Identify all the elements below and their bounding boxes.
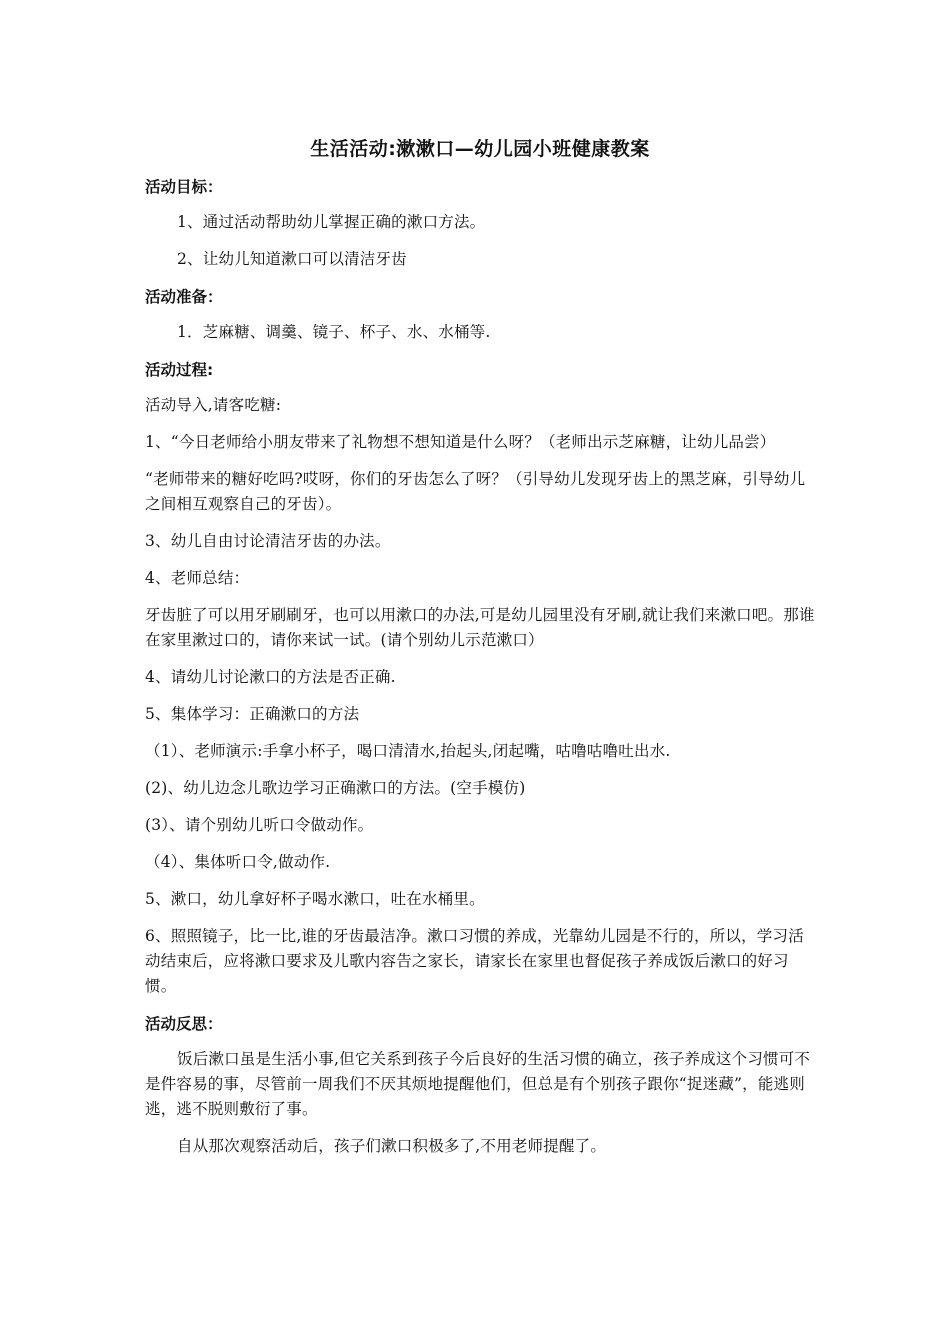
process-paragraph: 4、老师总结： <box>145 569 250 587</box>
reflection-paragraph: 饭后漱口虽是生活小事,但它关系到孩子今后良好的生活习惯的确立，孩子养成这个习惯可不是件容易的事，尽管前一周我们不厌其烦地提醒他们，但总是有个别孩子跟你“捉迷藏”，能逃则逃，逃不脱则敷衍了事。 <box>145 1050 811 1118</box>
section-heading-reflection: 活动反思： <box>145 1015 223 1033</box>
process-paragraph: 6、照照镜子，比一比,谁的牙齿最洁净。漱口习惯的养成，光靠幼儿园是不行的，所以，学习活动结束后，应将漱口要求及儿歌内容告之家长，请家长在家里也督促孩子养成饭后漱口的好习惯。 <box>145 927 804 995</box>
process-paragraph: 5、漱口，幼儿拿好杯子喝水漱口，吐在水桶里。 <box>145 890 485 908</box>
process-paragraph: (2)、幼儿边念儿歌边学习正确漱口的方法。(空手模仿) <box>145 779 526 797</box>
process-paragraph: 牙齿脏了可以用牙刷刷牙，也可以用漱口的办法,可是幼儿园里没有牙刷,就让我们来漱口吧。那谁在家里漱过口的，请你来试一试。(请个别幼儿示范漱口） <box>145 606 815 649</box>
process-paragraph: “老师带来的糖好吃吗?哎呀，你们的牙齿怎么了呀？（引导幼儿发现牙齿上的黑芝麻，引导幼儿之间相互观察自己的牙齿）。 <box>145 470 806 513</box>
process-paragraph: (3）、请个别幼儿听口令做动作。 <box>145 816 374 834</box>
process-paragraph: （4）、集体听口令,做动作. <box>145 853 331 871</box>
process-paragraph: 3、幼儿自由讨论清洁牙齿的办法。 <box>145 532 391 550</box>
process-paragraph: 1、“今日老师给小朋友带来了礼物想不想知道是什么呀？（老师出示芝麻糖，让幼儿品尝） <box>145 433 776 451</box>
process-paragraph: 活动导入,请客吃糖: <box>145 396 282 414</box>
section-heading-prep: 活动准备： <box>145 288 223 306</box>
document-body <box>145 134 815 1171</box>
prep-item: 1．芝麻糖、调羹、镜子、杯子、水、水桶等. <box>177 323 491 341</box>
document-title: 生活活动:漱漱口—幼儿园小班健康教案 <box>310 138 650 160</box>
process-paragraph: 5、集体学习：正确漱口的方法 <box>145 705 360 723</box>
process-paragraph: 4、请幼儿讨论漱口的方法是否正确. <box>145 668 396 686</box>
section-heading-goals: 活动目标： <box>145 178 223 196</box>
goal-item: 1、通过活动帮助幼儿掌握正确的漱口方法。 <box>177 213 486 231</box>
process-paragraph: （1）、老师演示:手拿小杯子，喝口清清水,抬起头,闭起嘴，咕噜咕噜吐出水. <box>145 742 671 760</box>
reflection-paragraph: 自从那次观察活动后，孩子们漱口积极多了,不用老师提醒了。 <box>177 1137 607 1155</box>
section-heading-process: 活动过程: <box>145 361 214 379</box>
goal-item: 2、让幼儿知道漱口可以清洁牙齿 <box>177 250 407 268</box>
